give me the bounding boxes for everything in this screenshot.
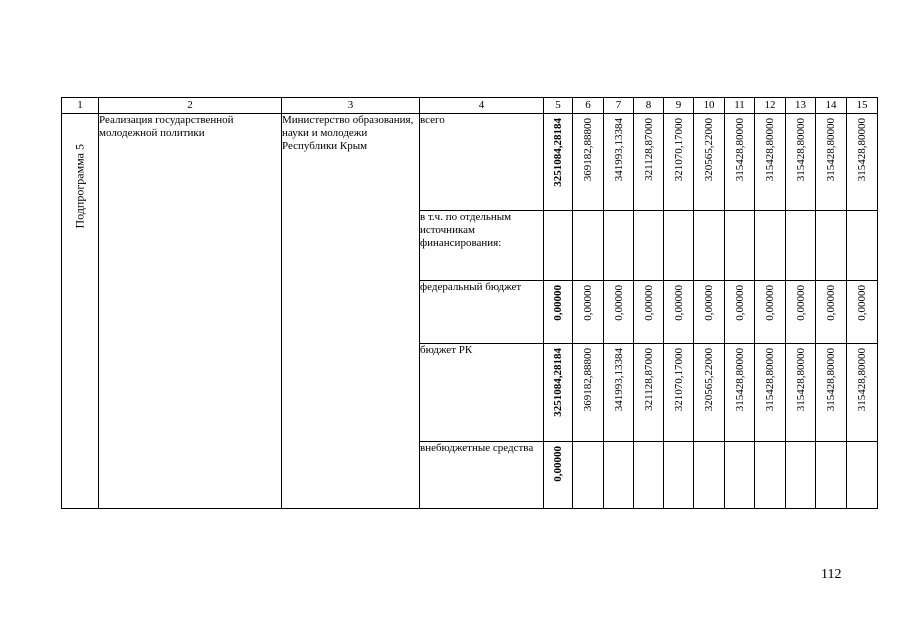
value-cell [786, 114, 816, 211]
value-text: 0,00000 [582, 285, 594, 321]
subprogram-label: Подпрограмма 5 [72, 144, 87, 229]
header-cell: 13 [786, 98, 816, 114]
header-cell: 6 [573, 98, 604, 114]
value-cell [694, 442, 725, 509]
value-text: 0,00000 [642, 285, 655, 321]
value-text: 315428,80000 [856, 118, 868, 182]
value-cell [816, 344, 847, 442]
value-cell [544, 344, 573, 442]
value-text: 0,00000 [733, 285, 746, 321]
value-cell [725, 281, 755, 344]
value-text: 369182,88800 [582, 118, 594, 182]
value-cell [694, 281, 725, 344]
value-cell [573, 442, 604, 509]
value-cell [725, 442, 755, 509]
header-cell: 3 [282, 98, 420, 114]
value-cell [755, 211, 786, 281]
value-cell [786, 344, 816, 442]
value-cell [573, 344, 604, 442]
value-cell [725, 114, 755, 211]
value-cell [816, 442, 847, 509]
value-text: 321070,17000 [672, 348, 685, 412]
value-text: 0,00000 [612, 285, 625, 321]
value-text: 315428,80000 [825, 348, 837, 412]
funding-source: всего [420, 114, 544, 211]
value-cell [694, 114, 725, 211]
value-text: 315428,80000 [794, 118, 807, 182]
value-cell [755, 442, 786, 509]
funding-source: федеральный бюджет [420, 281, 544, 344]
value-cell [604, 344, 634, 442]
value-cell [694, 344, 725, 442]
value-cell [664, 211, 694, 281]
value-text: 0,00000 [856, 285, 868, 321]
budget-table [61, 97, 878, 509]
header-cell: 8 [634, 98, 664, 114]
value-cell [816, 114, 847, 211]
value-cell [634, 281, 664, 344]
value-cell [604, 114, 634, 211]
value-cell [634, 344, 664, 442]
funding-source: внебюджетные средства [420, 442, 544, 509]
value-text: 0,00000 [552, 446, 564, 482]
value-cell [847, 344, 878, 442]
value-cell [725, 211, 755, 281]
header-cell: 4 [420, 98, 544, 114]
value-cell [755, 281, 786, 344]
value-cell [664, 281, 694, 344]
header-cell: 15 [847, 98, 878, 114]
value-cell [816, 281, 847, 344]
value-cell [786, 442, 816, 509]
header-cell: 10 [694, 98, 725, 114]
value-cell [544, 211, 573, 281]
funding-source: в т.ч. по отдельным источникам финансирования: [420, 211, 544, 281]
value-text: 341993,13384 [612, 118, 625, 182]
header-cell: 1 [62, 98, 99, 114]
value-text: 320565,22000 [703, 348, 715, 412]
value-text: 315428,80000 [825, 118, 837, 182]
value-cell [634, 114, 664, 211]
subprogram-cell [62, 114, 99, 509]
value-cell [847, 281, 878, 344]
value-cell [847, 442, 878, 509]
value-text: 315428,80000 [733, 118, 746, 182]
value-cell [544, 281, 573, 344]
value-cell [755, 114, 786, 211]
value-text: 0,00000 [672, 285, 685, 321]
executor-name: Министерство образования, науки и молодежи Республики Крым [282, 114, 420, 509]
program-name: Реализация государственной молодежной политики [99, 114, 282, 509]
value-cell [725, 344, 755, 442]
value-text: 341993,13384 [612, 348, 625, 412]
value-cell [573, 281, 604, 344]
header-cell: 11 [725, 98, 755, 114]
value-cell [634, 442, 664, 509]
value-text: 0,00000 [703, 285, 715, 321]
value-text: 315428,80000 [733, 348, 746, 412]
header-cell: 9 [664, 98, 694, 114]
value-cell [786, 211, 816, 281]
value-cell [573, 211, 604, 281]
header-cell: 12 [755, 98, 786, 114]
header-cell: 2 [99, 98, 282, 114]
funding-source: бюджет РК [420, 344, 544, 442]
value-text: 3251084,28184 [552, 118, 564, 187]
value-cell [786, 281, 816, 344]
value-cell [634, 211, 664, 281]
value-text: 315428,80000 [764, 348, 776, 412]
value-cell [604, 442, 634, 509]
header-cell: 7 [604, 98, 634, 114]
value-cell [544, 442, 573, 509]
value-text: 3251084,28184 [552, 348, 564, 417]
page-number: 112 [821, 567, 842, 582]
header-cell: 5 [544, 98, 573, 114]
table-row [62, 114, 878, 211]
value-cell [573, 114, 604, 211]
value-text: 321128,87000 [642, 348, 655, 411]
value-cell [847, 114, 878, 211]
value-cell [544, 114, 573, 211]
value-text: 315428,80000 [764, 118, 776, 182]
value-text: 321128,87000 [642, 118, 655, 181]
value-text: 321070,17000 [672, 118, 685, 182]
value-text: 0,00000 [764, 285, 776, 321]
value-text: 0,00000 [552, 285, 564, 321]
value-cell [664, 442, 694, 509]
value-text: 0,00000 [825, 285, 837, 321]
value-cell [847, 211, 878, 281]
value-cell [604, 281, 634, 344]
header-cell: 14 [816, 98, 847, 114]
value-cell [755, 344, 786, 442]
value-text: 320565,22000 [703, 118, 715, 182]
value-cell [604, 211, 634, 281]
value-text: 369182,88800 [582, 348, 594, 412]
value-cell [664, 114, 694, 211]
value-cell [816, 211, 847, 281]
value-cell [694, 211, 725, 281]
header-row [62, 98, 878, 114]
value-text: 0,00000 [794, 285, 807, 321]
value-text: 315428,80000 [794, 348, 807, 412]
value-cell [664, 344, 694, 442]
value-text: 315428,80000 [856, 348, 868, 412]
